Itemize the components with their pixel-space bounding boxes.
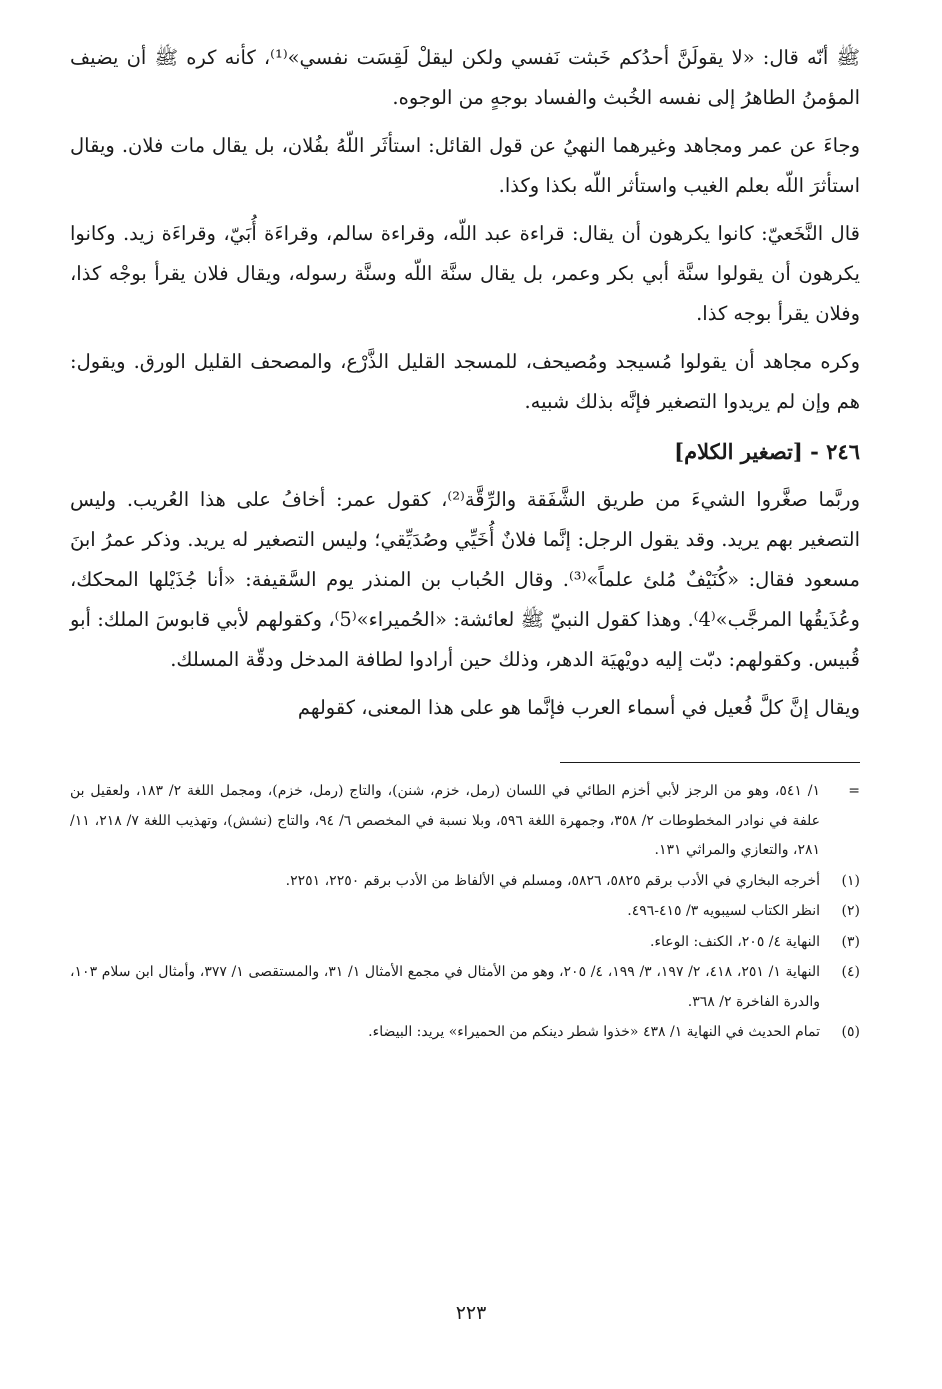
footnote-text: انظر الكتاب لسيبويه ٣/ ٤١٥-٤٩٦. <box>627 903 820 919</box>
footnote-2 <box>70 897 860 927</box>
footnote-marker: (٣) <box>841 933 860 950</box>
footnote-1 <box>70 867 860 897</box>
footnote-marker: (٥) <box>841 1024 860 1040</box>
body-paragraph-2: وجاءَ عن عمر ومجاهد وغيرهما النهيُ عن قول القائل: استأثَر اللّهُ بفُلان، بل يقال مات فلان. ويقال استأثرَ اللّه بعلم الغيب واستأثر اللّه بكذا وكذا. <box>70 134 860 197</box>
section-paragraph-1: وربَّما صغَّروا الشيءَ من طريق الشَّفَقة والرِّقَّة⁽²⁾، كقول عمر: أخافُ على هذا العُريب. وليس التصغير بهم يريد. وقد يقول الرجل: إنَّما فلانٌ أُخَيِّي وصُدَيِّقي؛ وليس التصغير له يريد. وذكر عمرُ ابنَ مسعود فقال: «كُنَيْفٌ مُلئ علماً»⁽³⁾. وقال الحُباب بن المنذر يوم السَّقيفة: «أنا جُذَيْلها المحكك، وعُذَيقُها المرجَّب»⁽4⁾. وهذا كقول النبيّ ﷺ لعائشة: «الحُميراء»⁽5⁾، وكقولهم لأبي قابوسَ الملك: أبو قُبيس. وكقولهم: دبّت إليه دويْهيَة الدهر، وذلك حين أرادوا لطافة المدخل ودقّة المسلك. <box>70 488 860 671</box>
footnote-text: تمام الحديث في النهاية ١/ ٤٣٨ «خذوا شطر دينكم من الحميراء» يريد: البيضاء. <box>368 1024 820 1040</box>
footnote-marker: (٢) <box>841 903 860 919</box>
footnote-4 <box>70 958 860 1017</box>
body-paragraph-1: ﷺ أنّه قال: «لا يقولَنَّ أحدُكم خَبثت نَفسي ولكن ليقلْ لَقِسَت نفسي»⁽¹⁾، كأنه كره ﷺ أن يضيف المؤمنُ الطاهرُ إلى نفسه الخُبث والفساد بوجهٍ من الوجوه. <box>70 46 860 109</box>
footnote-text: ١/ ٥٤١، وهو من الرجز لأبي أخزم الطائي في اللسان (رمل، خزم، شنن)، والتاج (رمل، خزم)، ومجمل اللغة ٢/ ١٨٣، ولعقيل بن علفة في نوادر المخطوطات ٢/ ٣٥٨، وجمهرة اللغة ٥٩٦، وبلا نسبة في المخصص ٦/ ٩٤، والتاج (نشش)، وتهذيب اللغة ٧/ ٢١٨، ١١/ ٢٨١، والتعازي والمراثي ١٣١. <box>70 783 821 858</box>
footnote-3 <box>70 928 860 958</box>
footnote-marker: = <box>848 783 860 799</box>
footnote-continued <box>70 777 860 866</box>
page-number: ٢٢٣ <box>455 1302 487 1324</box>
footnote-marker: (١) <box>841 872 860 889</box>
footnote-text: أخرجه البخاري في الأدب برقم ٥٨٢٥، ٥٨٢٦، ومسلم في الألفاظ من الأدب برقم ٢٢٥٠، ٢٢٥١. <box>285 872 820 889</box>
footnote-text: النهاية ١/ ٢٥١، ٤١٨، ٢/ ١٩٧، ٣/ ١٩٩، ٤/ ٢٠٥، وهو من الأمثال في مجمع الأمثال ١/ ٣١، والمستقصى ١/ ٣٧٧، وأمثال ابن سلام ١٠٣، والدرة الفاخرة ٢/ ٣٦٨. <box>70 964 821 1010</box>
footnotes <box>70 777 860 1048</box>
book-page <box>70 38 860 1049</box>
footnote-separator <box>560 762 860 763</box>
body-paragraph-4: وكره مجاهد أن يقولوا مُسيجد ومُصيحف، للمسجد القليل الذَّرْع، والمصحف القليل الورق. ويقول: هم وإن لم يريدوا التصغير فإنَّه بذلك شبيه. <box>70 350 860 413</box>
footnote-5 <box>70 1018 860 1048</box>
footnote-marker: (٤) <box>841 964 860 980</box>
body-paragraph-3: قال النَّخَعيّ: كانوا يكرهون أن يقال: قراءة عبد اللّه، وقراءة سالم، وقراءَة أُبَيّ، وقراءَة زيد. وكانوا يكرهون أن يقولوا سنَّة أبي بكر وعمر، بل يقال سنَّة اللّه وسنَّة رسوله، ويقال فلان يقرأ بوجْه كذا، وفلان يقرأ بوجه كذا. <box>70 222 860 325</box>
footnote-text: النهاية ٤/ ٢٠٥، الكنف: الوعاء. <box>650 933 820 950</box>
section-heading: ٢٤٦ - [تصغير الكلام] <box>674 439 860 464</box>
section-paragraph-2: ويقال إنَّ كلَّ فُعيل في أسماء العرب فإنَّما هو على هذا المعنى، كقولهم <box>297 696 860 719</box>
